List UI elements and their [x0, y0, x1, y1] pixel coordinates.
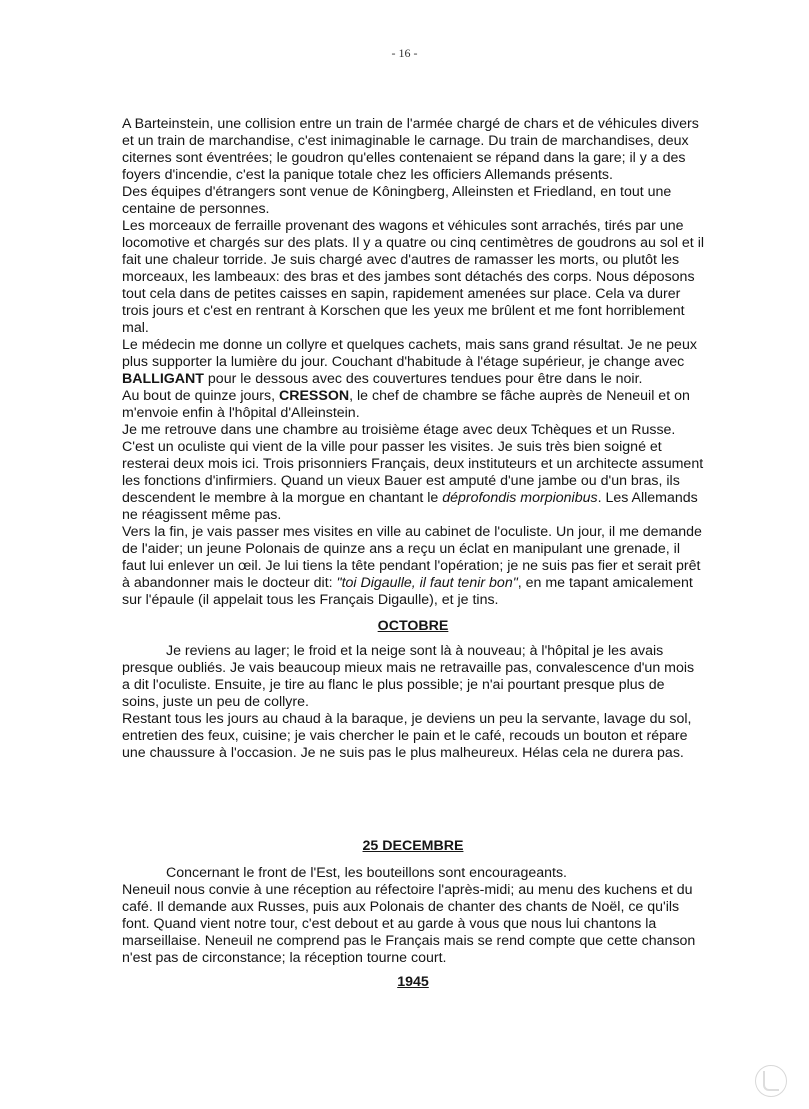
heading-25-decembre: 25 DECEMBRE — [362, 838, 464, 854]
spacer — [122, 855, 704, 865]
paragraph-baraque: Restant tous les jours au chaud à la baraque, je deviens un peu la servante, lavage du sol, entretien des feux, cuisine; je vais chercher le pain et le café, recouds un bouton et répare une chaussure à l'occasion. Je ne suis pas le plus malheureux. Hélas cela ne durera pas. — [122, 711, 692, 761]
spacer — [122, 609, 704, 618]
paragraph-cresson-text-end: , le chef de chambre se fâche auprès de Neneuil et on m'envoie enfin à l'hôpital d'Alleinstein. — [122, 388, 690, 421]
latin-phrase: déprofondis morpionibus — [442, 490, 598, 506]
paragraph-medecin-text-end: pour le dessous avec des couvertures tendues pour être dans le noir. — [203, 371, 643, 387]
archive-stamp-icon — [755, 1065, 787, 1097]
paragraph-lager: Je reviens au lager; le froid et la neige sont là à nouveau; à l'hôpital je les avais presque oubliés. Je vais beaucoup mieux mais ne retravaille pas, convalescence d'un mois a dit l'oculiste. Ensuite, je tire au flanc le plus possible; je n'ai pourtant presque plus de soins, juste un peu de collyre. — [122, 643, 695, 710]
heading-1945: 1945 — [397, 974, 429, 990]
paragraph-oculiste — [122, 524, 704, 609]
heading-octobre: OCTOBRE — [377, 618, 449, 634]
paragraph-barteinstein: A Barteinstein, une collision entre un train de l'armée chargé de chars et de véhicules divers et un train de marchandise, c'est inimaginable le carnage. Du train de marchandises, deux citernes sont éventrées; le goudron qu'elles contenaient se répand dans la gare; il y a des foyers d'incendie, c'est la panique totale chez les officiers Allemands présents. — [122, 116, 699, 183]
paragraph-medecin-text: Le médecin me donne un collyre et quelques cachets, mais sans grand résultat. Je ne peux plus supporter la lumière du jour. Couchant d'habitude à l'étage supérieur, je change avec — [122, 337, 697, 370]
spacer — [122, 762, 704, 838]
document-body — [122, 116, 704, 991]
spacer — [122, 967, 704, 974]
paragraph-front-est: Concernant le front de l'Est, les bouteillons sont encourageants. — [166, 865, 567, 881]
paragraph-cresson-text: Au bout de quinze jours, — [122, 388, 279, 404]
paragraph-medecin — [122, 337, 704, 388]
name-cresson: CRESSON — [278, 388, 350, 404]
paragraph-equipes: Des équipes d'étrangers sont venue de Kôningberg, Alleinsten et Friedland, en tout une centaine de personnes. — [122, 184, 672, 217]
paragraph-cresson — [122, 388, 704, 422]
paragraph-oculiste-text: Vers la fin, je vais passer mes visites en ville au cabinet de l'oculiste. Un jour, il me demande de l'aider; un jeune Polonais de quinze ans a reçu un éclat en manipulant une grenade, il faut lui enlever un œil. Je lui tiens la tête pendant l'opération; je ne suis pas fier et serait prêt à abandonner mais le docteur dit: — [122, 524, 702, 591]
paragraph-hopital — [122, 422, 704, 524]
paragraph-ferraille: Les morceaux de ferraille provenant des wagons et véhicules sont arrachés, tirés par une locomotive et chargés sur des plats. Il y a quatre ou cinq centimètres de goudrons au sol et il fait une chaleur torride. Je suis chargé avec d'autres de ramasser les morts, ou plutôt les morceaux, les lambeaux: des bras et des jambes sont détachés des corps. Nous déposons tout cela dans de petites caisses en sapin, rapidement amenées sur place. Cela va durer trois jours et c'est en rentrant à Korschen que les yeux me brûlent et me font horriblement mal. — [122, 218, 704, 336]
doctor-quote: "toi Digaulle, il faut tenir bon" — [336, 575, 518, 591]
name-balligant: BALLIGANT — [122, 371, 204, 387]
paragraph-oculiste-text-end: , en me tapant amicalement sur l'épaule (il appelait tous les Français Digaulle), et je tins. — [122, 575, 693, 608]
paragraph-hopital-text: Je me retrouve dans une chambre au troisième étage avec deux Tchèques et un Russe. C'est un oculiste qui vient de la ville pour passer les visites. Je suis très bien soigné et resterai deux mois ici. Trois prisonniers Français, deux instituteurs et un architecte assument les fonctions d'infirmiers. Quand un vieux Bauer est amputé d'une jambe ou d'un bras, ils descendent le membre à la morgue en chantant le — [122, 422, 704, 506]
page-number: - 16 - — [391, 46, 418, 60]
paragraph-reception: Neneuil nous convie à une réception au réfectoire l'après-midi; au menu des kuchens et du café. Il demande aux Russes, puis aux Polonais de chanter des chants de Noël, ce qu'ils font. Quand vient notre tour, c'est debout et au garde à vous que nous lui chantons la marseillaise. Neneuil ne comprend pas le Français mais se rend compte que cette chanson n'est pas de circonstance; la réception tourne court. — [122, 882, 696, 966]
paragraph-hopital-text-end: . Les Allemands ne réagissent même pas. — [122, 490, 698, 523]
spacer — [122, 635, 704, 643]
